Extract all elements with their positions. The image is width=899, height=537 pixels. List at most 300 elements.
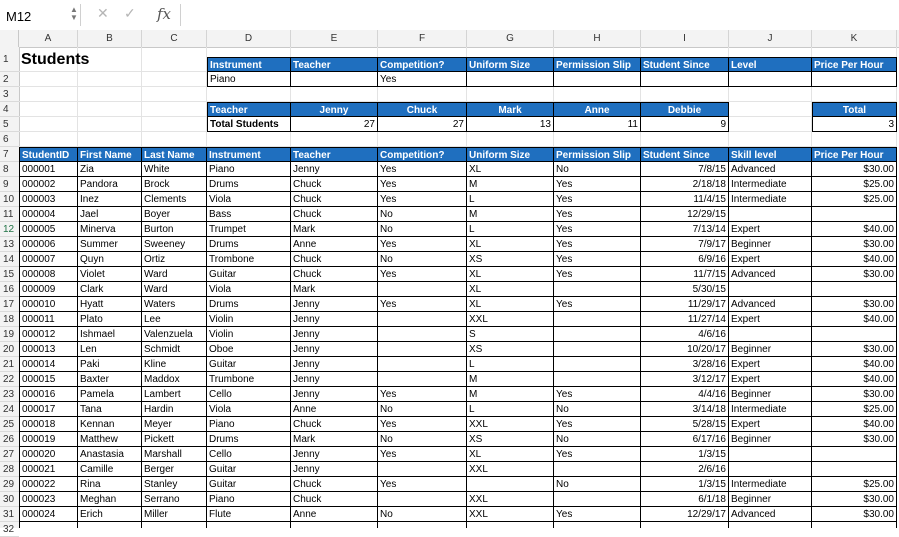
summary-teacher-name[interactable]: Debbie — [641, 102, 729, 117]
table-cell[interactable] — [378, 312, 467, 327]
table-header[interactable]: Price Per Hour — [812, 147, 897, 162]
table-cell[interactable] — [729, 462, 812, 477]
table-cell[interactable]: Anne — [291, 507, 378, 522]
table-cell[interactable]: 000024 — [19, 507, 78, 522]
table-cell[interactable]: Guitar — [207, 267, 291, 282]
summary-count[interactable]: 27 — [378, 117, 467, 132]
empty-cell[interactable] — [142, 117, 207, 132]
row-header-31[interactable]: 31 — [0, 507, 19, 522]
row-header-30[interactable]: 30 — [0, 492, 19, 507]
table-cell[interactable]: Guitar — [207, 462, 291, 477]
table-cell[interactable] — [812, 522, 897, 528]
table-cell[interactable] — [467, 522, 554, 528]
table-cell[interactable]: Anne — [291, 237, 378, 252]
table-cell[interactable]: Jenny — [291, 162, 378, 177]
table-cell[interactable]: Serrano — [142, 492, 207, 507]
table-cell[interactable]: Intermediate — [729, 402, 812, 417]
table-cell[interactable]: 000022 — [19, 477, 78, 492]
table-cell[interactable]: Intermediate — [729, 192, 812, 207]
criteria-header[interactable]: Price Per Hour — [812, 57, 897, 72]
table-cell[interactable]: 000003 — [19, 192, 78, 207]
row-header-27[interactable]: 27 — [0, 447, 19, 462]
table-cell[interactable]: Minerva — [78, 222, 142, 237]
table-cell[interactable]: $25.00 — [812, 177, 897, 192]
row-header-5[interactable]: 5 — [0, 117, 19, 132]
empty-cell[interactable] — [142, 132, 207, 147]
table-cell[interactable]: Baxter — [78, 372, 142, 387]
table-cell[interactable]: XXL — [467, 507, 554, 522]
row-header-3[interactable]: 3 — [0, 87, 19, 102]
table-cell[interactable]: Chuck — [291, 192, 378, 207]
summary-teacher-name[interactable]: Anne — [554, 102, 641, 117]
empty-cell[interactable] — [467, 87, 554, 102]
row-header-24[interactable]: 24 — [0, 402, 19, 417]
table-cell[interactable]: Jael — [78, 207, 142, 222]
table-cell[interactable]: Erich — [78, 507, 142, 522]
table-cell[interactable]: Jenny — [291, 372, 378, 387]
table-header[interactable]: Permission Slip — [554, 147, 641, 162]
table-cell[interactable]: M — [467, 387, 554, 402]
table-cell[interactable]: Piano — [207, 162, 291, 177]
table-cell[interactable]: Ward — [142, 282, 207, 297]
table-cell[interactable]: XL — [467, 162, 554, 177]
table-cell[interactable]: Yes — [554, 252, 641, 267]
table-cell[interactable] — [378, 327, 467, 342]
table-cell[interactable]: Bass — [207, 207, 291, 222]
name-box[interactable] — [0, 4, 81, 26]
table-cell[interactable]: Advanced — [729, 507, 812, 522]
table-cell[interactable]: Jenny — [291, 447, 378, 462]
table-cell[interactable]: 6/9/16 — [641, 252, 729, 267]
table-cell[interactable]: $40.00 — [812, 312, 897, 327]
table-cell[interactable]: 3/28/16 — [641, 357, 729, 372]
table-cell[interactable]: 000002 — [19, 177, 78, 192]
empty-cell[interactable] — [729, 87, 812, 102]
table-cell[interactable]: Yes — [554, 297, 641, 312]
row-header-18[interactable]: 18 — [0, 312, 19, 327]
table-cell[interactable]: Chuck — [291, 477, 378, 492]
summary-teacher-name[interactable]: Chuck — [378, 102, 467, 117]
table-cell[interactable]: 000011 — [19, 312, 78, 327]
empty-cell[interactable] — [78, 72, 142, 87]
criteria-header[interactable]: Competition? — [378, 57, 467, 72]
table-cell[interactable]: Drums — [207, 432, 291, 447]
table-cell[interactable]: Lambert — [142, 387, 207, 402]
table-cell[interactable]: Violet — [78, 267, 142, 282]
table-cell[interactable]: Yes — [554, 447, 641, 462]
table-cell[interactable]: Yes — [554, 387, 641, 402]
empty-cell[interactable] — [142, 87, 207, 102]
table-cell[interactable]: 2/18/18 — [641, 177, 729, 192]
table-cell[interactable]: Yes — [378, 267, 467, 282]
table-cell[interactable]: Quyn — [78, 252, 142, 267]
table-cell[interactable] — [78, 522, 142, 528]
table-cell[interactable]: Yes — [554, 267, 641, 282]
table-cell[interactable] — [812, 207, 897, 222]
table-cell[interactable]: 4/4/16 — [641, 387, 729, 402]
table-cell[interactable]: Marshall — [142, 447, 207, 462]
table-cell[interactable] — [378, 462, 467, 477]
table-cell[interactable]: $40.00 — [812, 222, 897, 237]
table-cell[interactable]: 4/6/16 — [641, 327, 729, 342]
table-cell[interactable] — [812, 327, 897, 342]
table-cell[interactable]: 000007 — [19, 252, 78, 267]
table-cell[interactable]: Viola — [207, 282, 291, 297]
table-cell[interactable]: No — [378, 252, 467, 267]
table-cell[interactable]: Mark — [291, 432, 378, 447]
column-header-b[interactable]: B — [78, 30, 142, 47]
table-cell[interactable]: Flute — [207, 507, 291, 522]
table-cell[interactable] — [554, 522, 641, 528]
formula-input[interactable] — [182, 6, 882, 24]
table-cell[interactable]: Summer — [78, 237, 142, 252]
table-cell[interactable] — [554, 342, 641, 357]
table-cell[interactable]: Advanced — [729, 267, 812, 282]
table-cell[interactable]: $30.00 — [812, 492, 897, 507]
table-cell[interactable]: Piano — [207, 492, 291, 507]
table-cell[interactable]: Yes — [554, 192, 641, 207]
table-cell[interactable]: XS — [467, 432, 554, 447]
enter-icon[interactable]: ✓ — [124, 5, 136, 21]
table-cell[interactable] — [729, 207, 812, 222]
table-cell[interactable]: Intermediate — [729, 477, 812, 492]
table-cell[interactable]: Burton — [142, 222, 207, 237]
empty-cell[interactable] — [207, 132, 291, 147]
table-cell[interactable] — [729, 282, 812, 297]
table-cell[interactable] — [378, 342, 467, 357]
table-header[interactable]: Student Since — [641, 147, 729, 162]
table-cell[interactable]: $40.00 — [812, 417, 897, 432]
table-cell[interactable]: 000006 — [19, 237, 78, 252]
row-header-10[interactable]: 10 — [0, 192, 19, 207]
function-icon[interactable]: fx — [157, 5, 172, 23]
table-header[interactable]: Skill level — [729, 147, 812, 162]
empty-cell[interactable] — [554, 87, 641, 102]
table-cell[interactable]: Brock — [142, 177, 207, 192]
column-header-k[interactable]: K — [812, 30, 897, 47]
table-cell[interactable] — [207, 522, 291, 528]
table-cell[interactable]: 12/29/17 — [641, 507, 729, 522]
row-header-19[interactable]: 19 — [0, 327, 19, 342]
row-header-6[interactable]: 6 — [0, 132, 19, 147]
table-cell[interactable]: 1/3/15 — [641, 477, 729, 492]
summary-total-value[interactable]: 3 — [812, 117, 897, 132]
table-cell[interactable]: 000012 — [19, 327, 78, 342]
table-cell[interactable]: Guitar — [207, 357, 291, 372]
table-cell[interactable]: Meyer — [142, 417, 207, 432]
row-header-28[interactable]: 28 — [0, 462, 19, 477]
table-cell[interactable]: Piano — [207, 417, 291, 432]
summary-teacher-name[interactable]: Mark — [467, 102, 554, 117]
table-cell[interactable]: XL — [467, 297, 554, 312]
table-cell[interactable] — [378, 282, 467, 297]
row-header-25[interactable]: 25 — [0, 417, 19, 432]
row-header-8[interactable]: 8 — [0, 162, 19, 177]
table-cell[interactable]: Jenny — [291, 297, 378, 312]
table-cell[interactable]: Advanced — [729, 297, 812, 312]
table-cell[interactable]: XS — [467, 252, 554, 267]
table-cell[interactable]: Expert — [729, 357, 812, 372]
empty-cell[interactable] — [142, 72, 207, 87]
table-cell[interactable]: L — [467, 402, 554, 417]
table-cell[interactable]: Drums — [207, 237, 291, 252]
row-header-13[interactable]: 13 — [0, 237, 19, 252]
table-cell[interactable]: 000018 — [19, 417, 78, 432]
table-cell[interactable]: Drums — [207, 177, 291, 192]
table-cell[interactable]: Plato — [78, 312, 142, 327]
row-header-7[interactable]: 7 — [0, 147, 19, 162]
table-cell[interactable]: Sweeney — [142, 237, 207, 252]
table-cell[interactable] — [554, 327, 641, 342]
table-cell[interactable] — [729, 447, 812, 462]
table-cell[interactable]: 000004 — [19, 207, 78, 222]
summary-count[interactable]: 13 — [467, 117, 554, 132]
table-cell[interactable]: Yes — [554, 177, 641, 192]
criteria-header[interactable]: Teacher — [291, 57, 378, 72]
table-cell[interactable]: $25.00 — [812, 192, 897, 207]
empty-cell[interactable] — [378, 87, 467, 102]
table-cell[interactable]: XL — [467, 447, 554, 462]
table-cell[interactable]: Matthew — [78, 432, 142, 447]
table-cell[interactable]: 000013 — [19, 342, 78, 357]
table-cell[interactable]: XXL — [467, 312, 554, 327]
table-header[interactable]: Competition? — [378, 147, 467, 162]
table-cell[interactable]: Berger — [142, 462, 207, 477]
table-cell[interactable]: 2/6/16 — [641, 462, 729, 477]
table-cell[interactable]: 000019 — [19, 432, 78, 447]
row-header-1[interactable]: 1 — [0, 47, 19, 72]
empty-cell[interactable] — [641, 132, 729, 147]
table-cell[interactable] — [378, 492, 467, 507]
table-cell[interactable]: 000016 — [19, 387, 78, 402]
empty-cell[interactable] — [19, 87, 78, 102]
worksheet-grid[interactable] — [19, 47, 899, 528]
table-cell[interactable]: Pamela — [78, 387, 142, 402]
table-cell[interactable]: Kline — [142, 357, 207, 372]
table-cell[interactable]: Boyer — [142, 207, 207, 222]
criteria-value[interactable]: Piano — [207, 72, 291, 87]
empty-cell[interactable] — [19, 117, 78, 132]
table-cell[interactable]: Cello — [207, 447, 291, 462]
table-cell[interactable]: Jenny — [291, 327, 378, 342]
table-cell[interactable]: No — [378, 222, 467, 237]
table-cell[interactable]: XXL — [467, 417, 554, 432]
table-cell[interactable]: M — [467, 372, 554, 387]
table-cell[interactable]: Yes — [554, 237, 641, 252]
table-cell[interactable]: Yes — [554, 507, 641, 522]
row-header-2[interactable]: 2 — [0, 72, 19, 87]
table-cell[interactable]: 10/20/17 — [641, 342, 729, 357]
table-cell[interactable]: 12/29/15 — [641, 207, 729, 222]
row-header-9[interactable]: 9 — [0, 177, 19, 192]
table-cell[interactable] — [19, 522, 78, 528]
empty-cell[interactable] — [78, 102, 142, 117]
table-cell[interactable]: L — [467, 357, 554, 372]
table-cell[interactable]: Mark — [291, 222, 378, 237]
table-cell[interactable]: Paki — [78, 357, 142, 372]
table-cell[interactable]: Ishmael — [78, 327, 142, 342]
row-header-16[interactable]: 16 — [0, 282, 19, 297]
table-cell[interactable]: $25.00 — [812, 402, 897, 417]
table-cell[interactable]: Cello — [207, 387, 291, 402]
table-cell[interactable]: Yes — [378, 237, 467, 252]
table-cell[interactable]: Rina — [78, 477, 142, 492]
table-cell[interactable]: Expert — [729, 417, 812, 432]
table-cell[interactable]: Meghan — [78, 492, 142, 507]
table-cell[interactable]: L — [467, 192, 554, 207]
table-cell[interactable]: Len — [78, 342, 142, 357]
table-cell[interactable]: $30.00 — [812, 162, 897, 177]
summary-total-label[interactable]: Total — [812, 102, 897, 117]
table-cell[interactable]: No — [554, 402, 641, 417]
table-cell[interactable]: $30.00 — [812, 237, 897, 252]
table-cell[interactable]: Intermediate — [729, 177, 812, 192]
sheet-title[interactable]: Students — [19, 47, 142, 72]
column-header-g[interactable]: G — [467, 30, 554, 47]
name-box-stepper-icon[interactable]: ▲ ▼ — [70, 5, 78, 22]
table-cell[interactable]: 000008 — [19, 267, 78, 282]
empty-cell[interactable] — [78, 117, 142, 132]
table-cell[interactable]: Yes — [378, 387, 467, 402]
table-cell[interactable] — [554, 492, 641, 507]
empty-cell[interactable] — [291, 132, 378, 147]
empty-cell[interactable] — [291, 87, 378, 102]
table-cell[interactable]: 000017 — [19, 402, 78, 417]
table-cell[interactable]: Yes — [378, 477, 467, 492]
row-header-11[interactable]: 11 — [0, 207, 19, 222]
table-cell[interactable]: 6/1/18 — [641, 492, 729, 507]
table-cell[interactable]: Jenny — [291, 312, 378, 327]
table-header[interactable]: Last Name — [142, 147, 207, 162]
table-cell[interactable]: Yes — [378, 447, 467, 462]
table-cell[interactable]: No — [378, 207, 467, 222]
empty-cell[interactable] — [554, 132, 641, 147]
table-cell[interactable]: $30.00 — [812, 297, 897, 312]
table-cell[interactable]: 000023 — [19, 492, 78, 507]
empty-cell[interactable] — [142, 47, 207, 72]
table-cell[interactable] — [142, 522, 207, 528]
table-cell[interactable]: Ward — [142, 267, 207, 282]
table-cell[interactable]: Trombone — [207, 252, 291, 267]
table-cell[interactable]: White — [142, 162, 207, 177]
summary-total-students-label[interactable]: Total Students — [207, 117, 291, 132]
table-cell[interactable]: Yes — [378, 297, 467, 312]
table-header[interactable]: First Name — [78, 147, 142, 162]
table-cell[interactable]: Valenzuela — [142, 327, 207, 342]
table-cell[interactable]: 000014 — [19, 357, 78, 372]
criteria-header[interactable]: Instrument — [207, 57, 291, 72]
row-header-32[interactable]: 32 — [0, 522, 19, 537]
column-header-c[interactable]: C — [142, 30, 207, 47]
table-cell[interactable]: Advanced — [729, 162, 812, 177]
table-cell[interactable]: Yes — [378, 177, 467, 192]
table-cell[interactable]: $30.00 — [812, 507, 897, 522]
select-all-corner[interactable] — [0, 30, 19, 47]
table-cell[interactable]: Hardin — [142, 402, 207, 417]
table-cell[interactable]: L — [467, 222, 554, 237]
row-header-29[interactable]: 29 — [0, 477, 19, 492]
table-cell[interactable]: 6/17/16 — [641, 432, 729, 447]
table-cell[interactable]: No — [554, 477, 641, 492]
summary-count[interactable]: 27 — [291, 117, 378, 132]
table-cell[interactable]: XL — [467, 282, 554, 297]
table-cell[interactable]: Chuck — [291, 267, 378, 282]
empty-cell[interactable] — [19, 102, 78, 117]
table-cell[interactable]: No — [554, 432, 641, 447]
table-cell[interactable]: Beginner — [729, 492, 812, 507]
table-cell[interactable] — [729, 327, 812, 342]
table-cell[interactable]: Chuck — [291, 177, 378, 192]
table-cell[interactable]: 000020 — [19, 447, 78, 462]
table-cell[interactable]: Ortiz — [142, 252, 207, 267]
criteria-header[interactable]: Permission Slip — [554, 57, 641, 72]
empty-cell[interactable] — [142, 102, 207, 117]
table-cell[interactable]: Lee — [142, 312, 207, 327]
table-cell[interactable] — [729, 522, 812, 528]
table-cell[interactable]: Beginner — [729, 387, 812, 402]
table-cell[interactable] — [812, 462, 897, 477]
table-cell[interactable]: Yes — [554, 207, 641, 222]
table-cell[interactable]: Yes — [554, 417, 641, 432]
criteria-header[interactable]: Student Since — [641, 57, 729, 72]
table-cell[interactable]: Kennan — [78, 417, 142, 432]
empty-cell[interactable] — [812, 132, 897, 147]
table-cell[interactable]: Anne — [291, 402, 378, 417]
column-header-e[interactable]: E — [291, 30, 378, 47]
empty-cell[interactable] — [207, 87, 291, 102]
table-cell[interactable]: XXL — [467, 492, 554, 507]
table-cell[interactable]: Yes — [378, 162, 467, 177]
criteria-value[interactable] — [641, 72, 729, 87]
table-cell[interactable]: Schmidt — [142, 342, 207, 357]
empty-cell[interactable] — [378, 132, 467, 147]
row-header-21[interactable]: 21 — [0, 357, 19, 372]
table-cell[interactable]: Yes — [554, 222, 641, 237]
column-header-i[interactable]: I — [641, 30, 729, 47]
table-cell[interactable]: Chuck — [291, 492, 378, 507]
table-cell[interactable] — [467, 477, 554, 492]
table-cell[interactable]: Jenny — [291, 387, 378, 402]
table-cell[interactable]: 11/27/14 — [641, 312, 729, 327]
table-cell[interactable]: Violin — [207, 312, 291, 327]
table-cell[interactable]: Beginner — [729, 432, 812, 447]
empty-cell[interactable] — [729, 132, 812, 147]
table-cell[interactable]: Yes — [378, 417, 467, 432]
empty-cell[interactable] — [19, 132, 78, 147]
summary-teacher-name[interactable]: Jenny — [291, 102, 378, 117]
column-header-j[interactable]: J — [729, 30, 812, 47]
row-header-23[interactable]: 23 — [0, 387, 19, 402]
row-header-26[interactable]: 26 — [0, 432, 19, 447]
table-cell[interactable]: 11/4/15 — [641, 192, 729, 207]
table-cell[interactable]: 3/14/18 — [641, 402, 729, 417]
row-header-14[interactable]: 14 — [0, 252, 19, 267]
table-cell[interactable]: $30.00 — [812, 267, 897, 282]
table-cell[interactable]: Jenny — [291, 342, 378, 357]
table-cell[interactable]: Tana — [78, 402, 142, 417]
table-cell[interactable]: Trumbone — [207, 372, 291, 387]
row-header-17[interactable]: 17 — [0, 297, 19, 312]
row-header-4[interactable]: 4 — [0, 102, 19, 117]
criteria-value[interactable]: Yes — [378, 72, 467, 87]
table-cell[interactable]: Clark — [78, 282, 142, 297]
table-cell[interactable]: XL — [467, 267, 554, 282]
table-cell[interactable]: Chuck — [291, 207, 378, 222]
table-cell[interactable]: No — [378, 507, 467, 522]
table-cell[interactable]: 3/12/17 — [641, 372, 729, 387]
table-cell[interactable] — [554, 357, 641, 372]
table-cell[interactable]: Expert — [729, 252, 812, 267]
